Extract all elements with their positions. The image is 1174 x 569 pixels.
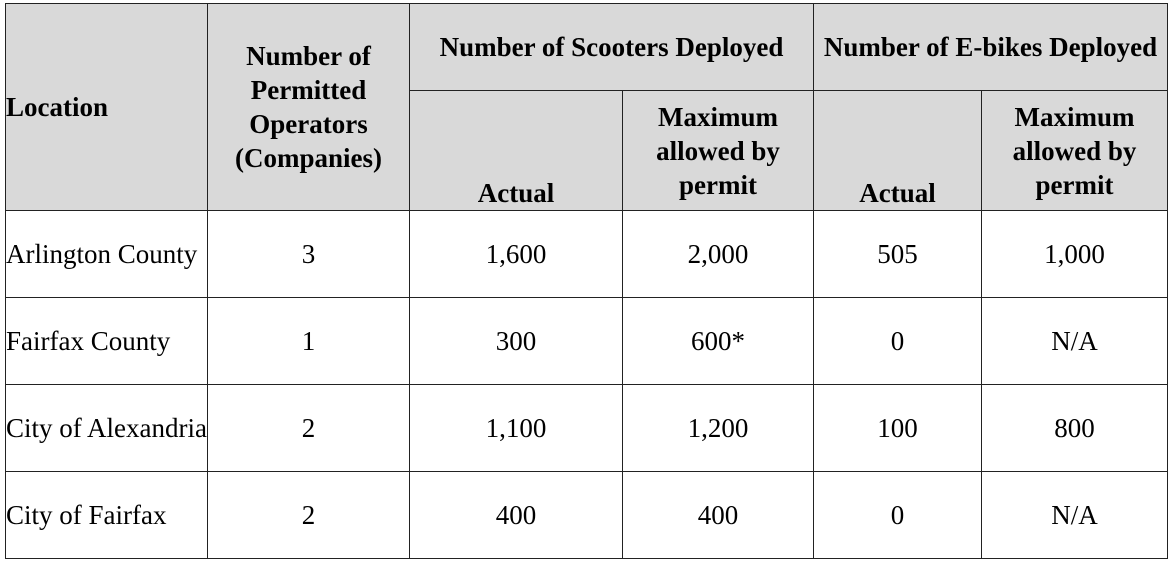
cell-scooters-max: 600*: [623, 298, 814, 385]
cell-ebikes-actual: 100: [814, 385, 982, 472]
header-scooters-group: Number of Scooters Deployed: [410, 4, 814, 91]
cell-operators: 2: [208, 472, 410, 559]
cell-scooters-max: 2,000: [623, 211, 814, 298]
header-row-top: [6, 4, 1168, 91]
table-body: [6, 211, 1168, 559]
cell-ebikes-max: 800: [982, 385, 1168, 472]
deployment-table: [5, 3, 1168, 559]
cell-ebikes-actual: 0: [814, 298, 982, 385]
cell-operators: 1: [208, 298, 410, 385]
cell-ebikes-max: N/A: [982, 472, 1168, 559]
cell-location: City of Fairfax: [6, 472, 208, 559]
cell-scooters-max: 1,200: [623, 385, 814, 472]
cell-scooters-actual: 1,100: [410, 385, 623, 472]
cell-operators: 3: [208, 211, 410, 298]
header-scooters-maximum: Maximum allowed by permit: [623, 91, 814, 211]
header-ebikes-maximum: Maximum allowed by permit: [982, 91, 1168, 211]
cell-scooters-actual: 400: [410, 472, 623, 559]
cell-location: City of Alexandria: [6, 385, 208, 472]
cell-scooters-max: 400: [623, 472, 814, 559]
cell-scooters-actual: 1,600: [410, 211, 623, 298]
cell-scooters-actual: 300: [410, 298, 623, 385]
header-ebikes-actual: Actual: [814, 91, 982, 211]
header-operators: Number of Permitted Operators (Companies): [208, 4, 410, 211]
cell-ebikes-max: N/A: [982, 298, 1168, 385]
cell-location: Fairfax County: [6, 298, 208, 385]
header-scooters-actual: Actual: [410, 91, 623, 211]
cell-ebikes-actual: 505: [814, 211, 982, 298]
cell-operators: 2: [208, 385, 410, 472]
table-row: [6, 472, 1168, 559]
header-ebikes-group: Number of E-bikes Deployed: [814, 4, 1168, 91]
header-location: Location: [6, 4, 208, 211]
cell-ebikes-max: 1,000: [982, 211, 1168, 298]
table-row: [6, 385, 1168, 472]
table-row: [6, 211, 1168, 298]
table-row: [6, 298, 1168, 385]
table-header: [6, 4, 1168, 211]
cell-ebikes-actual: 0: [814, 472, 982, 559]
cell-location: Arlington County: [6, 211, 208, 298]
